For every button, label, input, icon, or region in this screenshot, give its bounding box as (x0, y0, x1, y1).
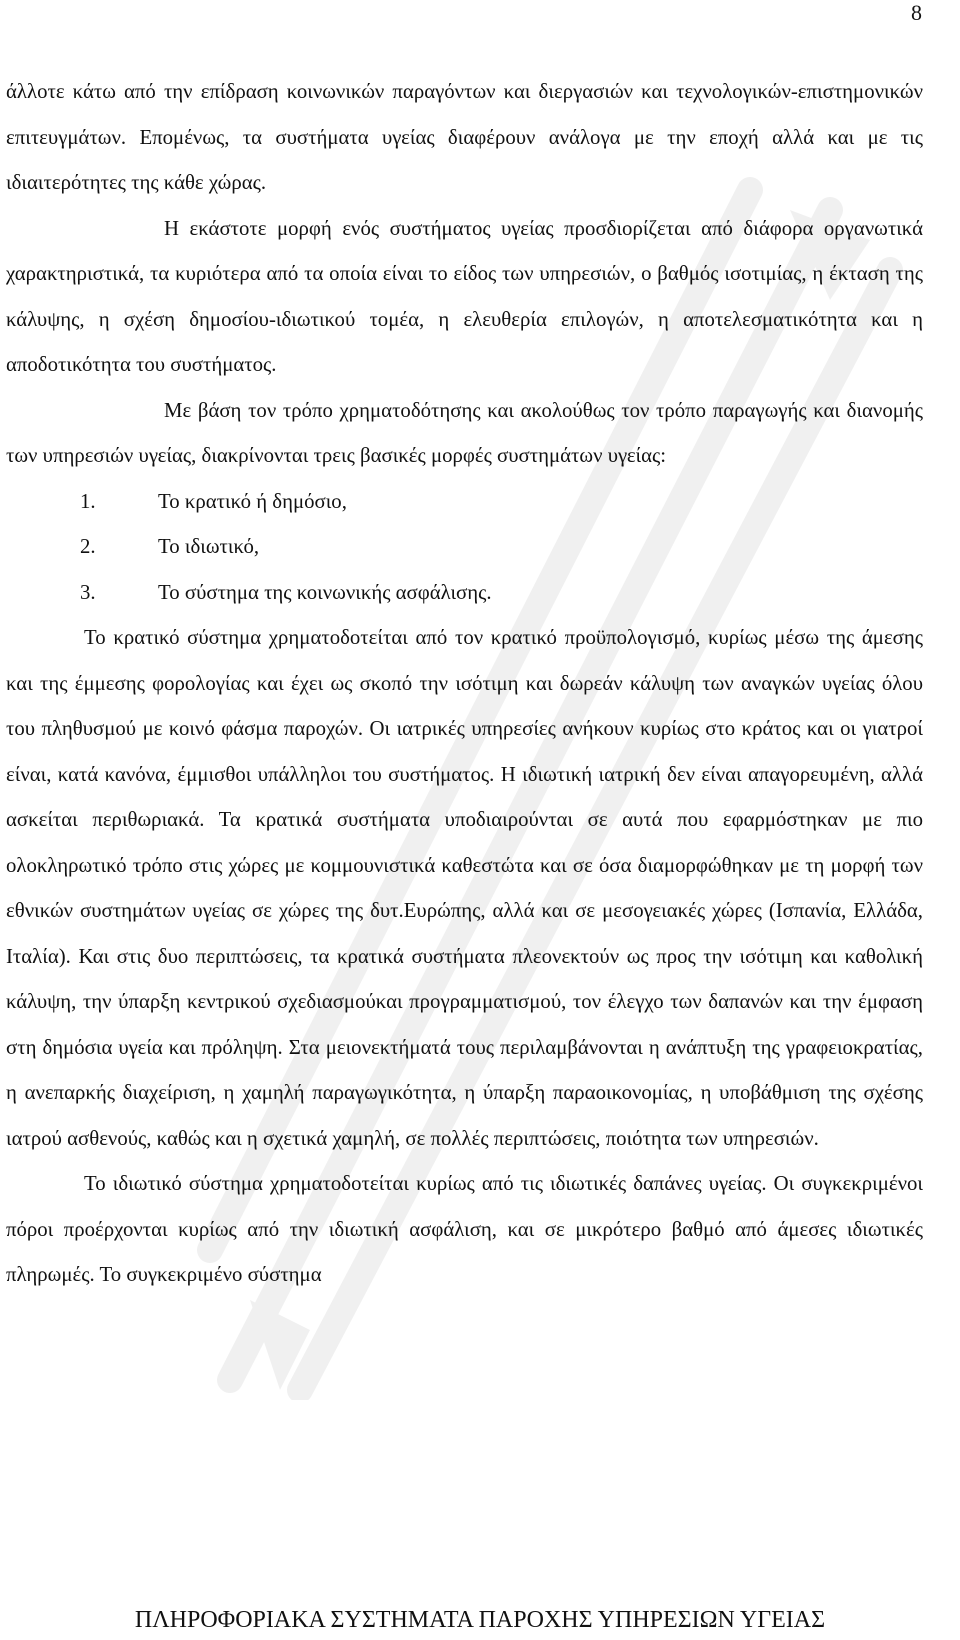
list-item-text: Το σύστημα της κοινωνικής ασφάλισης. (158, 580, 492, 604)
list-item (6, 524, 923, 570)
list-item (6, 570, 923, 616)
list-item-number: 1. (80, 489, 96, 513)
list-item-text: Το ιδιωτικό, (158, 535, 260, 558)
paragraph: Η εκάστοτε μορφή ενός συστήματος υγείας προσδιορίζεται από διάφορα οργανωτικά χαρακτηριστικά, τα κυριότερα από τα οποία είναι το είδος των υπηρεσιών, ο βαθμός ισοτιμίας, η έκταση της κάλυψης, η σχέση δημοσίου-ιδιωτικού τομέα, η ελευθερία επιλογών, η αποτελεσματικότητα και η αποδοτικότητα του συστήματος. (6, 216, 923, 376)
list-item (6, 479, 923, 525)
paragraph: Το κρατικό σύστημα χρηματοδοτείται από τον κρατικό προϋπολογισμό, κυρίως μέσω της άμεσης και της έμμεσης φορολογίας και έχει ως σκοπό την ισότιμη και δωρεάν κάλυψη των αναγκών υγείας όλου του πληθυσμού με κοινό φάσμα παροχών. Οι ιατρικές υπηρεσίες ανήκουν κυρίως στο κράτος και οι γιατροί είναι, κατά κανόνα, έμμισθοι υπάλληλοι του συστήματος. Η ιδιωτική ιατρική δεν είναι απαγορευμένη, αλλά ασκείται περιθωριακά. Τα κρατικά συστήματα υποδιαιρούνται σε αυτά που εφαρμόστηκαν με πιο ολοκληρωτικό τρόπο στις χώρες με κομμουνιστικά καθεστώτα και σε όσα διαμορφώθηκαν με τη μορφή των εθνικών συστημάτων υγείας σε χώρες της δυτ.Ευρώπης, αλλά και σε μεσογειακές χώρες (Ισπανία, Ελλάδα, Ιταλία). Και στις δυο περιπτώσεις, τα κρατικά συστήματα πλεονεκτούν ως προς την ισότιμη και καθολική κάλυψη, την ύπαρξη κεντρικού σχεδιασμούκαι προγραμματισμού, τον έλεγχο των δαπανών και την έμφαση στη δημόσια υγεία και πρόληψη. Στα μειονεκτήματά τους περιλαμβάνονται η ανάπτυξη της γραφειοκρατίας, η ανεπαρκής διαχείριση, η χαμηλή παραγωγικότητα, η ύπαρξη παραοικονομίας, η υποβάθμιση της σχέσης ιατρού ασθενούς, καθώς και η σχετικά χαμηλή, σε πολλές περιπτώσεις, ποιότητα των υπηρεσιών. (6, 626, 923, 1150)
paragraph: Με βάση τον τρόπο χρηματοδότησης και ακολούθως τον τρόπο παραγωγής και διανομής των υπηρεσιών υγείας, διακρίνονται τρεις βασικές μορφές συστημάτων υγείας: (6, 398, 923, 467)
document-body (6, 69, 923, 1298)
page-number: 8 (911, 0, 922, 25)
paragraph: Το ιδιωτικό σύστημα χρηματοδοτείται κυρίως από τις ιδιωτικές δαπάνες υγείας. Οι συγκεκριμένοι πόροι προέρχονται κυρίως από την ιδιωτική ασφάλιση, και σε μικρότερο βαθμό από άμεσες ιδιωτικές πληρωμές. Το συγκεκριμένο σύστημα (6, 1172, 923, 1286)
list-item-number: 2. (80, 535, 96, 558)
page-footer: ΠΛΗΡΟΦΟΡΙΑΚΑ ΣΥΣΤΗΜΑΤΑ ΠΑΡΟΧΗΣ ΥΠΗΡΕΣΙΩΝ ΥΓΕΙΑΣ (134, 1607, 826, 1633)
list-item-number: 3. (80, 580, 96, 604)
paragraph: άλλοτε κάτω από την επίδραση κοινωνικών παραγόντων και διεργασιών και τεχνολογικών-επιστημονικών επιτευγμάτων. Επομένως, τα συστήματα υγείας διαφέρουν ανάλογα με την εποχή αλλά και με τις ιδιαιτερότητες της κάθε χώρας. (6, 80, 923, 194)
list-item-text: Το κρατικό ή δημόσιο, (158, 489, 347, 513)
numbered-list (6, 479, 923, 616)
